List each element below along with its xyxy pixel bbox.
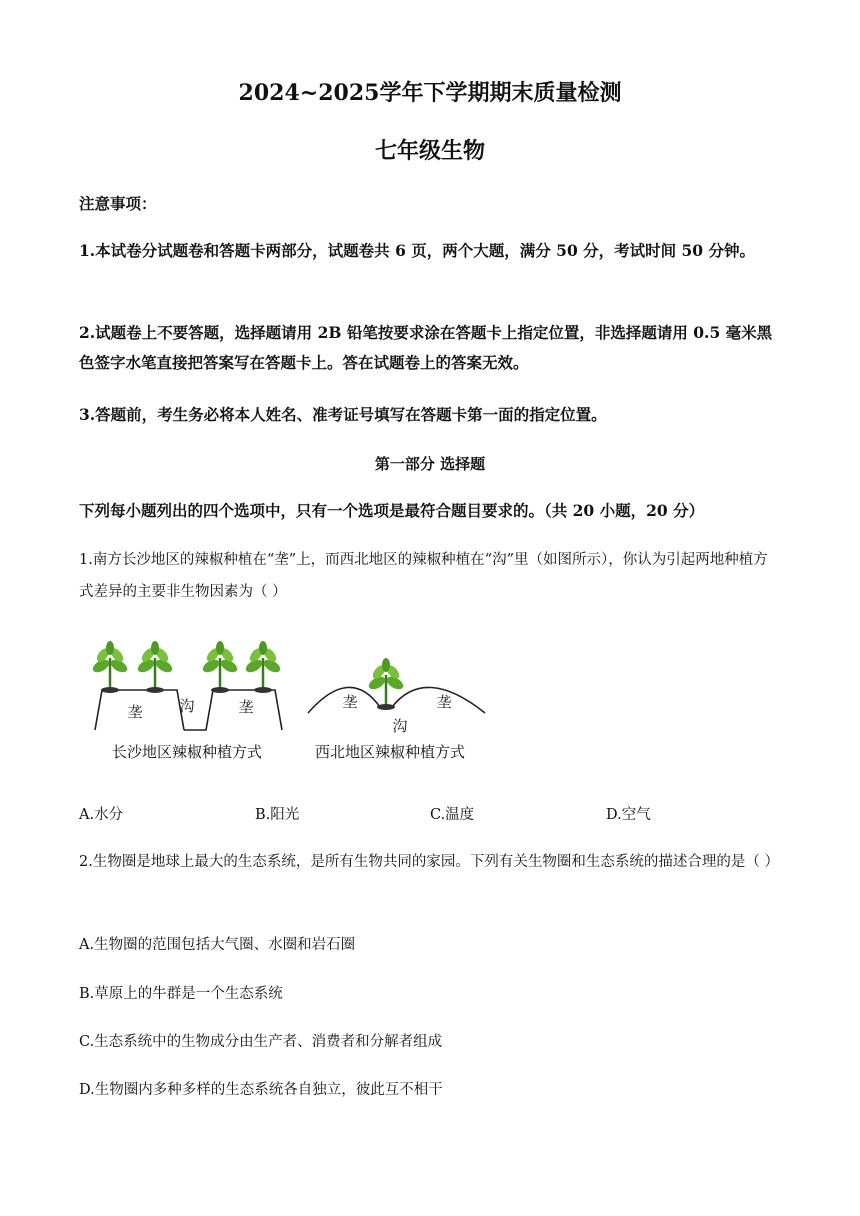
pepper-plant-icon bbox=[244, 641, 283, 693]
pepper-plant-icon bbox=[136, 641, 175, 693]
ridge-label-right: 垄 bbox=[238, 698, 254, 716]
q2-option-b: B.草原上的牛群是一个生态系统 bbox=[79, 986, 283, 1002]
ridge-label-left: 垄 bbox=[127, 703, 143, 721]
hills-outline bbox=[308, 687, 485, 713]
section-title: 第一部分 选择题 bbox=[374, 455, 486, 473]
exam-subtitle: 七年级生物 bbox=[374, 138, 485, 164]
furrow-label-right: 沟 bbox=[392, 717, 408, 735]
question-2-stem: 2.生物圈是地球上最大的生态系统，是所有生物共同的家园。下列有关生物圈和生态系统的描述合理的是（ ） bbox=[79, 854, 779, 870]
q2-option-d: D.生物圈内多种多样的生态系统各自独立，彼此互不相干 bbox=[79, 1082, 443, 1098]
question-1-stem: 1.南方长沙地区的辣椒种植在“垄”上，而西北地区的辣椒种植在“沟”里（如图所示），你认为引起两地种植方式差异的主要非生物因素为（ ） bbox=[79, 552, 768, 600]
ridge-outline-right bbox=[184, 690, 282, 730]
section-instruction: 下列每小题列出的四个选项中，只有一个选项是最符合题目要求的。（共 20 小题，20 分） bbox=[79, 501, 705, 520]
q1-option-a: A.水分 bbox=[79, 807, 124, 823]
figure-caption-left: 长沙地区辣椒种植方式 bbox=[112, 743, 263, 761]
q1-option-c: C.温度 bbox=[430, 807, 475, 823]
figure-caption-right: 西北地区辣椒种植方式 bbox=[315, 743, 466, 761]
furrow-label-left: 沟 bbox=[179, 697, 195, 715]
q1-option-b: B.阳光 bbox=[255, 807, 300, 823]
q2-option-c: C.生态系统中的生物成分由生产者、消费者和分解者组成 bbox=[79, 1034, 443, 1050]
q2-option-a: A.生物圈的范围包括大气圈、水圈和岩石圈 bbox=[79, 937, 356, 953]
pepper-plant-icon bbox=[367, 658, 406, 710]
q1-option-d: D.空气 bbox=[606, 807, 651, 823]
note-item-1: 1.本试卷分试题卷和答题卡两部分，试题卷共 6 页，两个大题，满分 50 分，考试时间 50 分钟。 bbox=[79, 241, 755, 260]
pepper-plant-icon bbox=[91, 641, 130, 693]
pepper-plant-icon bbox=[201, 641, 240, 693]
exam-title: 2024~2025学年下学期期末质量检测 bbox=[238, 80, 622, 106]
ridge-label-hill-left: 垄 bbox=[342, 693, 358, 711]
notes-heading: 注意事项： bbox=[79, 194, 157, 213]
note-item-2: 2.试题卷上不要答题，选择题请用 2B 铅笔按要求涂在答题卡上指定位置，非选择题请用 0.5 毫米黑色签字水笔直接把答案写在答题卡上。答在试题卷上的答案无效。 bbox=[79, 323, 773, 372]
note-item-3: 3.答题前，考生务必将本人姓名、准考证号填写在答题卡第一面的指定位置。 bbox=[79, 405, 607, 424]
ridge-label-hill-right: 垄 bbox=[436, 693, 452, 711]
